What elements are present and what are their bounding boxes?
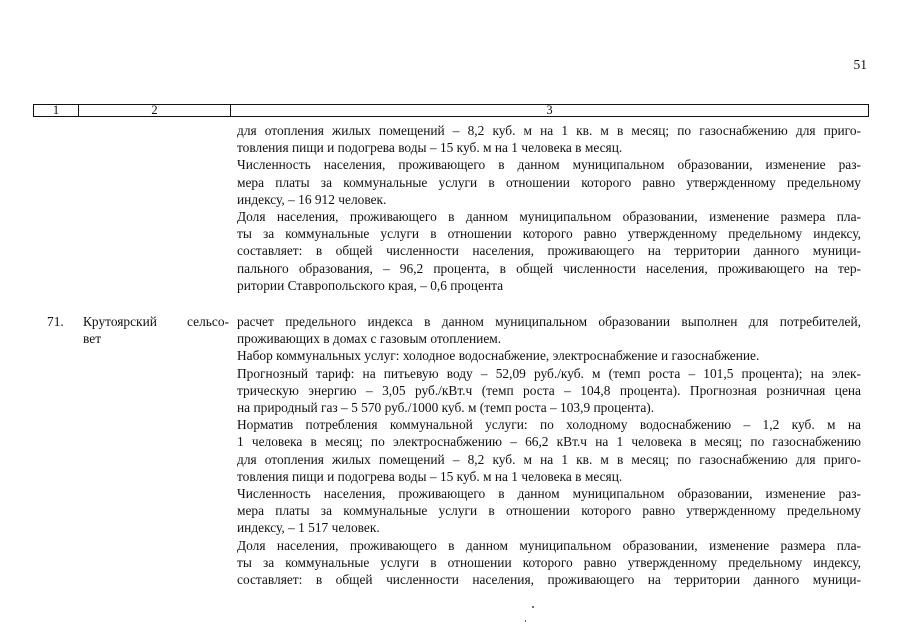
text-line: мера платы за коммунальные услуги в отношении которого равно утвержденному предельному — [237, 174, 861, 190]
page-number: 51 — [853, 57, 867, 72]
entry-name-line: вет — [83, 331, 102, 347]
entry-text — [237, 313, 861, 588]
text-line: ритории Ставропольского края, – 0,6 процента — [237, 277, 504, 293]
column-header-2: 2 — [79, 105, 231, 116]
text-line: составляет: в общей численности населения, проживающего на территории данного муници- — [237, 243, 861, 259]
text-line: трическую энергию – 3,05 руб./кВт.ч (темп роста – 104,8 процента). Прогнозная розничная цена — [237, 382, 861, 398]
text-line: индексу, – 16 912 человек. — [237, 191, 387, 207]
text-line: Норматив потребления коммунальной услуги: по холодному водоснабжению – 1,2 куб. м на — [237, 417, 861, 433]
text-line: Доля населения, проживающего в данном муниципальном образовании, изменение размера пла- — [237, 209, 861, 225]
text-line: мера платы за коммунальные услуги в отношении которого равно утвержденному предельному — [237, 503, 861, 519]
continuation-text — [237, 122, 861, 294]
entry-number: 71. — [47, 314, 64, 329]
text-line: пального образования, – 96,2 процента, в общей численности населения, проживающего на тер- — [237, 260, 861, 276]
text-line: Доля населения, проживающего в данном муниципальном образовании, изменение размера пла- — [237, 537, 861, 553]
entry-name-line: Крутоярский сельсо- — [83, 314, 229, 329]
text-line: Прогнозный тариф: на питьевую воду – 52,09 руб./куб. м (темп роста – 101,5 процента); на элек- — [237, 365, 861, 381]
text-line: товления пищи и подогрева воды – 15 куб. м на 1 человека в месяц. — [237, 140, 623, 156]
text-line: для отопления жилых помещений – 8,2 куб. м на 1 кв. м в месяц; по газоснабжению для приго- — [237, 123, 861, 138]
entry-name — [83, 313, 229, 347]
text-line: расчет предельного индекса в данном муниципальном образовании выполнен для потребителей, — [237, 314, 861, 329]
scan-speck — [525, 620, 526, 622]
column-header-1: 1 — [34, 105, 79, 116]
text-line: индексу, – 1 517 человек. — [237, 520, 380, 536]
text-line: Набор коммунальных услуг: холодное водоснабжение, электроснабжение и газоснабжение. — [237, 348, 760, 364]
column-header-3: 3 — [546, 103, 553, 117]
text-line: Численность населения, проживающего в данном муниципальном образовании, изменение раз- — [237, 486, 861, 502]
text-line: на природный газ – 5 570 руб./1000 куб. м (темп роста – 103,9 процента). — [237, 400, 655, 416]
text-line: проживающих в домах с газовым отоплением. — [237, 331, 502, 347]
table-column-header — [33, 104, 869, 117]
text-line: составляет: в общей численности населения, проживающего на территории данного муници- — [237, 572, 861, 588]
text-line: Численность населения, проживающего в данном муниципальном образовании, изменение раз- — [237, 157, 861, 173]
text-line: ты за коммунальные услуги в отношении которого равно утвержденному предельному индексу, — [237, 226, 861, 242]
text-line: товления пищи и подогрева воды – 15 куб. м на 1 человека в месяц. — [237, 468, 623, 484]
text-line: ты за коммунальные услуги в отношении которого равно утвержденному предельному индексу, — [237, 554, 861, 570]
text-line: 1 человека в месяц; по электроснабжению – 66,2 кВт.ч на 1 человека в месяц; по газоснабжению — [237, 434, 861, 450]
scan-speck — [532, 606, 534, 608]
text-line: для отопления жилых помещений – 8,2 куб. м на 1 кв. м в месяц; по газоснабжению для приго- — [237, 451, 861, 467]
